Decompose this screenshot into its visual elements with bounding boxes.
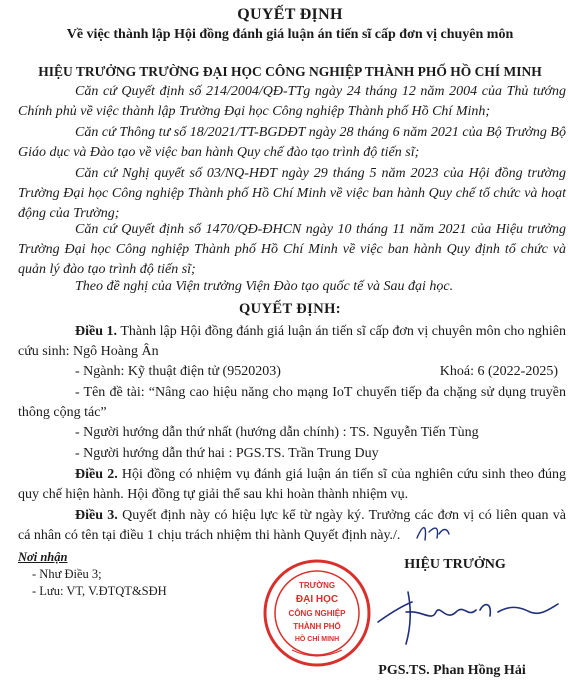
signer-name: PGS.TS. Phan Hồng Hải — [378, 663, 526, 678]
seal-line: TRƯỜNG — [298, 581, 336, 590]
article-1-label: Điều 1. — [75, 324, 118, 339]
article-2: Điều 2. Hội đồng có nhiệm vụ đánh giá luận án tiến sĩ của nghiên cứu sinh theo đúng quy chế hiện hành. Hội đồng tự giải thể sau khi hoàn thành nhiệm vụ. — [18, 467, 567, 502]
advisor-2: - Người hướng dẫn thứ hai : PGS.TS. Trần Trung Duy — [75, 446, 379, 461]
decision-heading: QUYẾT ĐỊNH: — [238, 301, 342, 317]
advisor-1: - Người hướng dẫn thứ nhất (hướng dẫn chính) : TS. Nguyễn Tiến Tùng — [75, 425, 479, 440]
preamble-item: Căn cứ Thông tư số 18/2021/TT-BGDĐT ngày 28 tháng 6 năm 2021 của Bộ Trưởng Bộ Giáo dục và Đào tạo về việc ban hành Quy chế đào tạo trình độ tiến sĩ; — [18, 125, 566, 160]
major: - Ngành: Kỹ thuật điện tử (9520203) — [75, 364, 281, 379]
article-3-label: Điều 3. — [75, 508, 118, 523]
recipient-item: - Như Điều 3; — [32, 567, 102, 581]
document-title: QUYẾT ĐỊNH — [237, 6, 343, 23]
preamble-item: Căn cứ Quyết định số 1470/QĐ-ĐHCN ngày 10 tháng 11 năm 2021 của Hiệu trưởng Trường Đại học Công nghiệp Thành phố Hồ Chí Minh về việc ban hành Quy định tổ chức và quản lý đào tạo trình độ tiến sĩ; — [18, 222, 566, 277]
preamble-item: Căn cứ Nghị quyết số 03/NQ-HĐT ngày 29 tháng 5 năm 2023 của Hội đồng trường Trường Đại học Công nghiệp Thành phố Hồ Chí Minh về việc ban hành Quy chế tổ chức và hoạt động của Trường; — [18, 166, 566, 221]
seal-line: ĐẠI HỌC — [295, 594, 339, 605]
article-2-label: Điều 2. — [75, 467, 118, 482]
signature-icon — [372, 582, 562, 652]
recipients-heading: Nơi nhận — [18, 550, 68, 564]
recipients-block — [18, 549, 258, 600]
seal-line: CÔNG NGHIỆP — [288, 609, 346, 618]
issuing-authority: HIỆU TRƯỞNG TRƯỜNG ĐẠI HỌC CÔNG NGHIỆP THÀNH PHỐ HỒ CHÍ MINH — [38, 64, 542, 79]
signer-title: HIỆU TRƯỞNG — [404, 557, 506, 572]
article-3: Điều 3. Quyết định này có hiệu lực kể từ ngày ký. Trưởng các đơn vị có liên quan và cá nhân có tên tại điều 1 chịu trách nhiệm thi hành Quyết định này./. — [18, 508, 567, 543]
preamble-item: Căn cứ Quyết định số 214/2004/QĐ-TTg ngày 24 tháng 12 năm 2004 của Thủ tướng Chính phủ về việc thành lập Trường Đại học Công nghiệp Thành phố Hồ Chí Minh; — [18, 84, 566, 119]
preamble-item: Theo đề nghị của Viện trưởng Viện Đào tạo quốc tế và Sau đại học. — [75, 279, 454, 294]
university-seal-icon — [262, 558, 372, 668]
document-subtitle: Về việc thành lập Hội đồng đánh giá luận án tiến sĩ cấp đơn vị chuyên môn — [66, 27, 514, 42]
seal-line: THÀNH PHỐ — [293, 622, 341, 631]
recipient-item: - Lưu: VT, V.ĐTQT&SĐH — [32, 584, 167, 598]
article-1: Điều 1. Thành lập Hội đồng đánh giá luận án tiến sĩ cấp đơn vị chuyên môn cho nghiên cứu sinh: Ngô Hoàng Ân — [18, 324, 566, 359]
thesis-topic: - Tên đề tài: “Nâng cao hiệu năng cho mạng IoT chuyển tiếp đa chặng sử dụng truyền thông cộng tác” — [18, 385, 566, 420]
course: Khoá: 6 (2022-2025) — [439, 364, 558, 379]
article-1-major-row — [18, 362, 566, 382]
handwritten-initial-icon — [413, 520, 453, 544]
seal-line: HỒ CHÍ MINH — [294, 636, 340, 643]
